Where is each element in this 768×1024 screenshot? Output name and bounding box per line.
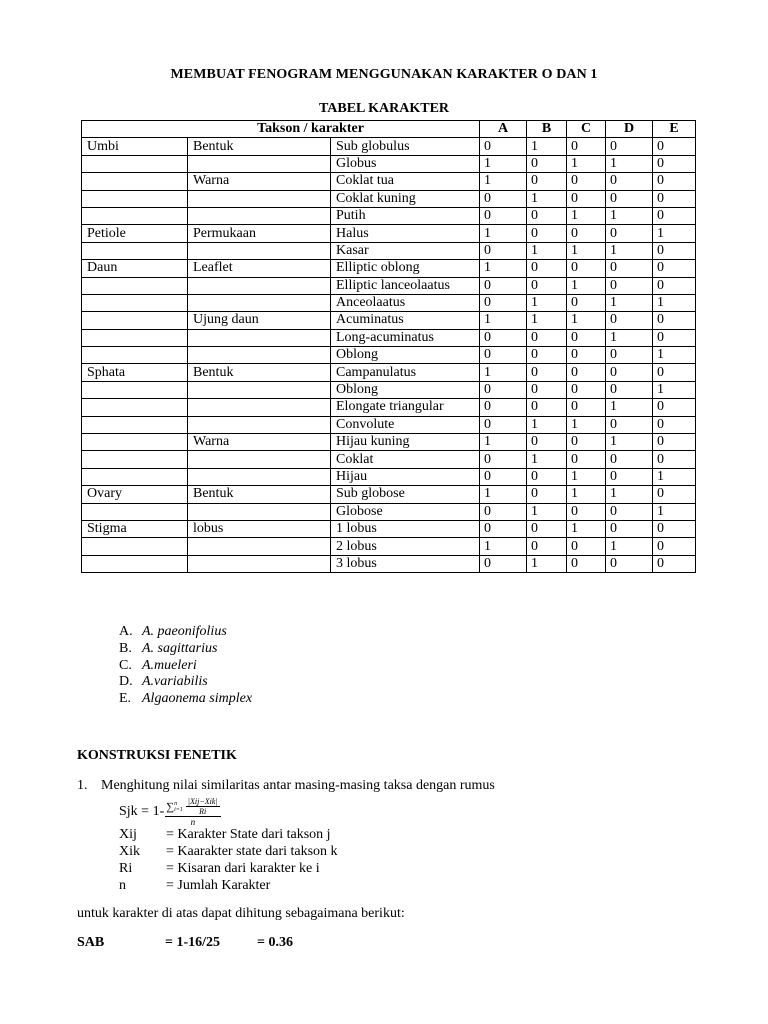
species-label: C. (119, 657, 132, 673)
value-cell-e: 0 (653, 242, 696, 259)
value-cell-a: 0 (480, 138, 527, 155)
state-cell: 2 lobus (331, 538, 480, 555)
table-row (82, 260, 696, 277)
species-label: B. (119, 640, 132, 656)
section-heading-konstruksi: KONSTRUKSI FENETIK (77, 748, 237, 763)
organ-cell (82, 294, 188, 311)
organ-cell (82, 347, 188, 364)
step-text: Menghitung nilai similaritas antar masing-masing taksa dengan rumus (101, 778, 495, 793)
state-cell: Halus (331, 225, 480, 242)
value-cell-d: 1 (606, 294, 653, 311)
organ-cell (82, 277, 188, 294)
value-cell-e: 0 (653, 538, 696, 555)
value-cell-a: 0 (480, 451, 527, 468)
species-item (119, 674, 252, 691)
table-row (82, 538, 696, 555)
species-name: A.mueleri (142, 657, 197, 673)
value-cell-c: 0 (567, 381, 606, 398)
value-cell-a: 1 (480, 260, 527, 277)
table-row (82, 364, 696, 381)
value-cell-a: 0 (480, 416, 527, 433)
header-col-b: B (527, 121, 567, 138)
state-cell: 3 lobus (331, 555, 480, 572)
value-cell-b: 1 (527, 503, 567, 520)
header-col-a: A (480, 121, 527, 138)
organ-cell: Daun (82, 260, 188, 277)
inner-fraction (186, 797, 220, 816)
table-row (82, 294, 696, 311)
definition-symbol: Xij (119, 827, 137, 842)
value-cell-b: 0 (527, 364, 567, 381)
species-item (119, 624, 252, 641)
state-cell: Coklat kuning (331, 190, 480, 207)
value-cell-b: 0 (527, 486, 567, 503)
trait-cell (188, 468, 331, 485)
value-cell-c: 0 (567, 538, 606, 555)
table-row (82, 312, 696, 329)
definition-text: = Kisaran dari karakter ke i (166, 861, 320, 876)
value-cell-c: 1 (567, 468, 606, 485)
value-cell-e: 0 (653, 416, 696, 433)
value-cell-c: 0 (567, 260, 606, 277)
trait-cell (188, 207, 331, 224)
state-cell: Oblong (331, 381, 480, 398)
table-row (82, 242, 696, 259)
state-cell: Elongate triangular (331, 399, 480, 416)
state-cell: Elliptic lanceolaatus (331, 277, 480, 294)
organ-cell (82, 242, 188, 259)
state-cell: Elliptic oblong (331, 260, 480, 277)
value-cell-a: 0 (480, 381, 527, 398)
step-number: 1. (77, 778, 88, 793)
definition-symbol: Xik (119, 844, 140, 859)
value-cell-e: 0 (653, 451, 696, 468)
trait-cell: Bentuk (188, 486, 331, 503)
trait-cell: Bentuk (188, 138, 331, 155)
value-cell-d: 0 (606, 312, 653, 329)
value-cell-e: 0 (653, 312, 696, 329)
value-cell-c: 0 (567, 138, 606, 155)
organ-cell (82, 468, 188, 485)
value-cell-a: 0 (480, 347, 527, 364)
sum-symbol: ∑ (166, 800, 175, 813)
value-cell-d: 0 (606, 503, 653, 520)
value-cell-c: 1 (567, 155, 606, 172)
value-cell-a: 1 (480, 173, 527, 190)
calculation-intro: untuk karakter di atas dapat dihitung sebagaimana berikut: (77, 906, 405, 921)
value-cell-a: 1 (480, 538, 527, 555)
value-cell-d: 1 (606, 399, 653, 416)
value-cell-d: 0 (606, 260, 653, 277)
state-cell: Globose (331, 503, 480, 520)
formula-numerator (165, 797, 220, 817)
species-name: A.variabilis (142, 674, 208, 690)
state-cell: Convolute (331, 416, 480, 433)
organ-cell: Ovary (82, 486, 188, 503)
table-row (82, 207, 696, 224)
trait-cell (188, 242, 331, 259)
value-cell-c: 0 (567, 173, 606, 190)
value-cell-d: 1 (606, 207, 653, 224)
species-name: A. paeonifolius (142, 624, 227, 639)
value-cell-d: 1 (606, 486, 653, 503)
definition-text: = Kaarakter state dari takson k (166, 844, 338, 859)
organ-cell: Stigma (82, 520, 188, 537)
value-cell-a: 1 (480, 155, 527, 172)
value-cell-e: 0 (653, 260, 696, 277)
trait-cell (188, 538, 331, 555)
table-row (82, 486, 696, 503)
trait-cell (188, 399, 331, 416)
organ-cell (82, 416, 188, 433)
definition-symbol: Ri (119, 861, 133, 876)
definition-text: = Jumlah Karakter (166, 878, 271, 893)
trait-cell: Warna (188, 434, 331, 451)
value-cell-b: 1 (527, 138, 567, 155)
formula-fraction (165, 797, 220, 827)
value-cell-b: 0 (527, 277, 567, 294)
trait-cell (188, 155, 331, 172)
value-cell-a: 1 (480, 486, 527, 503)
character-table (81, 120, 696, 573)
state-cell: Acuminatus (331, 312, 480, 329)
value-cell-d: 0 (606, 381, 653, 398)
value-cell-c: 0 (567, 294, 606, 311)
value-cell-d: 0 (606, 364, 653, 381)
state-cell: Hijau (331, 468, 480, 485)
value-cell-a: 0 (480, 503, 527, 520)
state-cell: Campanulatus (331, 364, 480, 381)
value-cell-b: 0 (527, 225, 567, 242)
value-cell-d: 0 (606, 468, 653, 485)
value-cell-d: 0 (606, 451, 653, 468)
value-cell-b: 0 (527, 381, 567, 398)
value-cell-d: 1 (606, 329, 653, 346)
trait-cell: Warna (188, 173, 331, 190)
organ-cell (82, 381, 188, 398)
species-label: E. (119, 691, 132, 707)
organ-cell (82, 155, 188, 172)
value-cell-e: 1 (653, 468, 696, 485)
header-col-d: D (606, 121, 653, 138)
organ-cell (82, 173, 188, 190)
value-cell-e: 0 (653, 399, 696, 416)
value-cell-b: 0 (527, 329, 567, 346)
value-cell-e: 0 (653, 173, 696, 190)
value-cell-c: 0 (567, 347, 606, 364)
document-title: MEMBUAT FENOGRAM MENGGUNAKAN KARAKTER O DAN 1 (170, 67, 598, 82)
value-cell-a: 0 (480, 555, 527, 572)
value-cell-a: 1 (480, 225, 527, 242)
value-cell-a: 1 (480, 434, 527, 451)
value-cell-b: 0 (527, 468, 567, 485)
value-cell-e: 1 (653, 503, 696, 520)
value-cell-b: 0 (527, 260, 567, 277)
value-cell-a: 1 (480, 312, 527, 329)
sab-calculation (77, 935, 293, 951)
state-cell: Anceolaatus (331, 294, 480, 311)
value-cell-b: 1 (527, 242, 567, 259)
value-cell-b: 0 (527, 538, 567, 555)
value-cell-c: 1 (567, 277, 606, 294)
table-row (82, 225, 696, 242)
definition-row (119, 826, 338, 843)
table-row (82, 329, 696, 346)
sum-upper: n (174, 800, 178, 807)
species-label: A. (119, 624, 133, 639)
sab-key: SAB (77, 935, 105, 950)
value-cell-c: 1 (567, 242, 606, 259)
trait-cell (188, 294, 331, 311)
value-cell-b: 0 (527, 173, 567, 190)
value-cell-a: 0 (480, 468, 527, 485)
value-cell-c: 0 (567, 190, 606, 207)
value-cell-a: 0 (480, 329, 527, 346)
table-title: TABEL KARAKTER (318, 101, 450, 116)
value-cell-b: 0 (527, 207, 567, 224)
state-cell: Coklat tua (331, 173, 480, 190)
value-cell-c: 1 (567, 486, 606, 503)
organ-cell (82, 190, 188, 207)
table-row (82, 138, 696, 155)
trait-cell (188, 190, 331, 207)
value-cell-a: 0 (480, 399, 527, 416)
definitions-list (119, 826, 338, 894)
trait-cell: Bentuk (188, 364, 331, 381)
sab-result: = 0.36 (257, 935, 293, 950)
state-cell: Oblong (331, 347, 480, 364)
value-cell-b: 1 (527, 555, 567, 572)
value-cell-d: 1 (606, 242, 653, 259)
value-cell-d: 0 (606, 520, 653, 537)
definition-row (119, 860, 338, 877)
formula-lhs: Sjk = 1- (119, 804, 165, 819)
organ-cell: Umbi (82, 138, 188, 155)
value-cell-c: 0 (567, 399, 606, 416)
table-row (82, 416, 696, 433)
organ-cell (82, 434, 188, 451)
trait-cell (188, 555, 331, 572)
table-row (82, 381, 696, 398)
table-header-row (82, 121, 696, 138)
value-cell-c: 1 (567, 312, 606, 329)
value-cell-d: 1 (606, 538, 653, 555)
value-cell-d: 1 (606, 434, 653, 451)
value-cell-c: 1 (567, 520, 606, 537)
header-takson-karakter: Takson / karakter (82, 121, 480, 138)
value-cell-d: 0 (606, 173, 653, 190)
organ-cell (82, 399, 188, 416)
value-cell-e: 0 (653, 138, 696, 155)
value-cell-a: 0 (480, 190, 527, 207)
value-cell-e: 0 (653, 555, 696, 572)
trait-cell (188, 277, 331, 294)
value-cell-e: 0 (653, 190, 696, 207)
value-cell-e: 0 (653, 329, 696, 346)
trait-cell (188, 329, 331, 346)
state-cell: Long-acuminatus (331, 329, 480, 346)
value-cell-a: 0 (480, 207, 527, 224)
value-cell-a: 0 (480, 242, 527, 259)
table-row (82, 190, 696, 207)
value-cell-b: 0 (527, 347, 567, 364)
trait-cell: Permukaan (188, 225, 331, 242)
value-cell-e: 0 (653, 277, 696, 294)
species-list (119, 624, 252, 708)
value-cell-e: 1 (653, 381, 696, 398)
organ-cell (82, 329, 188, 346)
table-row (82, 434, 696, 451)
state-cell: Kasar (331, 242, 480, 259)
value-cell-c: 0 (567, 434, 606, 451)
table-row (82, 173, 696, 190)
value-cell-d: 1 (606, 155, 653, 172)
sab-expression: = 1-16/25 (165, 935, 221, 950)
value-cell-e: 0 (653, 434, 696, 451)
value-cell-d: 0 (606, 277, 653, 294)
trait-cell: lobus (188, 520, 331, 537)
sum-lower: i=1 (174, 806, 183, 813)
organ-cell (82, 207, 188, 224)
trait-cell: Leaflet (188, 260, 331, 277)
value-cell-d: 0 (606, 347, 653, 364)
trait-cell: Ujung daun (188, 312, 331, 329)
value-cell-a: 1 (480, 364, 527, 381)
definition-row (119, 843, 338, 860)
value-cell-d: 0 (606, 225, 653, 242)
value-cell-d: 0 (606, 138, 653, 155)
value-cell-a: 0 (480, 294, 527, 311)
inner-denominator: Ri (199, 807, 207, 816)
value-cell-c: 1 (567, 207, 606, 224)
value-cell-c: 0 (567, 329, 606, 346)
state-cell: 1 lobus (331, 520, 480, 537)
value-cell-b: 1 (527, 294, 567, 311)
state-cell: Hijau kuning (331, 434, 480, 451)
species-name: Algaonema simplex (142, 691, 253, 707)
value-cell-c: 0 (567, 503, 606, 520)
state-cell: Coklat (331, 451, 480, 468)
state-cell: Sub globulus (331, 138, 480, 155)
trait-cell (188, 347, 331, 364)
value-cell-b: 0 (527, 155, 567, 172)
table-row (82, 520, 696, 537)
state-cell: Putih (331, 207, 480, 224)
value-cell-b: 0 (527, 520, 567, 537)
value-cell-e: 0 (653, 155, 696, 172)
value-cell-e: 1 (653, 225, 696, 242)
header-col-c: C (567, 121, 606, 138)
header-col-e: E (653, 121, 696, 138)
value-cell-e: 1 (653, 294, 696, 311)
value-cell-e: 0 (653, 520, 696, 537)
value-cell-a: 0 (480, 520, 527, 537)
value-cell-e: 1 (653, 347, 696, 364)
table-row (82, 503, 696, 520)
species-name: A. sagittarius (142, 640, 218, 656)
value-cell-b: 1 (527, 416, 567, 433)
state-cell: Sub globose (331, 486, 480, 503)
value-cell-c: 1 (567, 416, 606, 433)
value-cell-e: 0 (653, 364, 696, 381)
organ-cell (82, 555, 188, 572)
value-cell-b: 0 (527, 434, 567, 451)
table-row (82, 555, 696, 572)
organ-cell: Petiole (82, 225, 188, 242)
species-item (119, 691, 252, 708)
table-row (82, 277, 696, 294)
value-cell-d: 0 (606, 416, 653, 433)
organ-cell: Sphata (82, 364, 188, 381)
trait-cell (188, 503, 331, 520)
formula-denominator: n (190, 817, 196, 827)
inner-numerator: |Xij−Xik| (187, 797, 218, 806)
trait-cell (188, 451, 331, 468)
definition-text: = Karakter State dari takson j (166, 827, 331, 842)
value-cell-b: 1 (527, 451, 567, 468)
value-cell-b: 1 (527, 312, 567, 329)
organ-cell (82, 451, 188, 468)
definition-symbol: n (119, 878, 126, 893)
species-item (119, 641, 252, 658)
organ-cell (82, 312, 188, 329)
value-cell-c: 0 (567, 451, 606, 468)
definition-row (119, 877, 338, 894)
species-label: D. (119, 674, 133, 690)
trait-cell (188, 416, 331, 433)
value-cell-b: 0 (527, 399, 567, 416)
table-body (82, 138, 696, 573)
value-cell-c: 0 (567, 225, 606, 242)
value-cell-c: 0 (567, 364, 606, 381)
value-cell-d: 0 (606, 555, 653, 572)
value-cell-e: 0 (653, 486, 696, 503)
state-cell: Globus (331, 155, 480, 172)
value-cell-a: 0 (480, 277, 527, 294)
similarity-formula (119, 797, 221, 827)
value-cell-b: 1 (527, 190, 567, 207)
trait-cell (188, 381, 331, 398)
step-1 (77, 778, 495, 794)
table-row (82, 451, 696, 468)
value-cell-e: 0 (653, 207, 696, 224)
organ-cell (82, 538, 188, 555)
organ-cell (82, 503, 188, 520)
value-cell-c: 0 (567, 555, 606, 572)
table-row (82, 399, 696, 416)
table-row (82, 155, 696, 172)
table-row (82, 347, 696, 364)
table-row (82, 468, 696, 485)
species-item (119, 658, 252, 675)
value-cell-d: 0 (606, 190, 653, 207)
